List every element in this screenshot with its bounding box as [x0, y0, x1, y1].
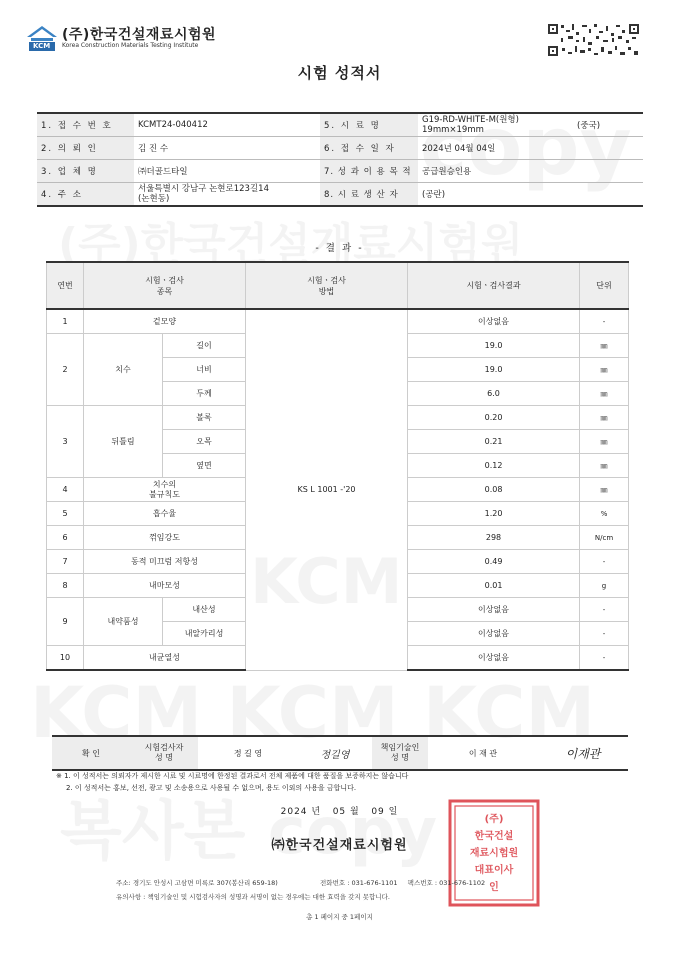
table-row — [47, 309, 629, 334]
producer-value: (공란) — [418, 183, 643, 207]
row-item — [84, 478, 246, 502]
row-result: 이상없음 — [408, 622, 580, 646]
row-item: 내약품성 — [84, 598, 163, 646]
header-item-line1: 시험ㆍ검사 — [145, 275, 184, 285]
row-subitem: 내산성 — [163, 598, 246, 622]
address-line1: 서울특별시 강남구 논현로123길14 — [138, 184, 269, 194]
row-item-line1: 치수의 — [152, 479, 177, 489]
company-value: ㈜더골드타일 — [134, 160, 320, 183]
date-year: 2024 — [280, 807, 308, 817]
row-item: 동적 미끄럼 저항성 — [84, 550, 246, 574]
org-name-en: Korea Construction Materials Testing Institute — [62, 42, 199, 49]
row-unit: - — [580, 598, 629, 622]
row-unit: ㎜ — [580, 382, 629, 406]
tester-name: 정 길 영 — [198, 736, 298, 770]
row-no: 8 — [47, 574, 84, 598]
note-1: ※ 1. 이 성적서는 의뢰자가 제시한 시료 및 시료명에 한정된 결과로서 전체 제품에 대한 품질을 보증하지는 않습니다 — [56, 772, 409, 780]
info-table — [37, 112, 643, 207]
seal-line: 대표이사 — [474, 865, 514, 876]
row-result: 19.0 — [408, 334, 580, 358]
row-unit: - — [580, 622, 629, 646]
row-subitem: 두께 — [163, 382, 246, 406]
footer-phone: 031-676-1101 — [351, 879, 398, 887]
footer-fax-label: 팩스번호 : — [407, 879, 438, 887]
notes — [56, 770, 408, 794]
seal-line: 한국건설 — [474, 831, 514, 842]
footer-caution: 유의사항 : 책임기술인 및 시험검사자의 성명과 서명이 없는 경우에는 대한 효력을 갖지 못합니다. — [116, 893, 390, 901]
tester-label-line2: 성 명 — [155, 753, 173, 762]
footer-address-label: 주소: — [116, 879, 131, 887]
info-row — [37, 183, 643, 207]
footer-phone-label: 전화번호 : — [320, 879, 350, 887]
row-result: 이상없음 — [408, 309, 580, 334]
row-item: 뒤틀림 — [84, 406, 163, 478]
row-unit: ㎜ — [580, 454, 629, 478]
date-day-unit: 일 — [388, 807, 399, 817]
row-subitem: 볼록 — [163, 406, 246, 430]
info-row — [37, 160, 643, 183]
header-no: 연번 — [47, 262, 84, 309]
row-item: 내균열성 — [84, 646, 246, 671]
row-result: 0.08 — [408, 478, 580, 502]
row-result: 0.21 — [408, 430, 580, 454]
receipt-no-value: KCMT24-040412 — [134, 113, 320, 137]
signature-row — [52, 736, 628, 770]
client-value: 김 진 수 — [134, 137, 320, 160]
row-no: 5 — [47, 502, 84, 526]
company-label: 3. 업 체 명 — [37, 160, 134, 183]
row-unit: ㎜ — [580, 334, 629, 358]
row-result: 6.0 — [408, 382, 580, 406]
date-month-unit: 월 — [350, 807, 360, 817]
address-value — [134, 183, 320, 207]
manager-label-line2: 성 명 — [391, 753, 409, 762]
row-no: 2 — [47, 334, 84, 406]
row-item: 내마모성 — [84, 574, 246, 598]
sample-name-line2: 19mm×19mm — [422, 125, 484, 135]
header-item — [84, 262, 246, 309]
tester-signature: 정길영 — [298, 736, 372, 770]
header-method-line1: 시험ㆍ검사 — [307, 275, 346, 285]
row-subitem: 너비 — [163, 358, 246, 382]
seal-line: 재료시험원 — [469, 848, 519, 859]
row-unit: N/cm — [580, 526, 629, 550]
tester-label-line1: 시험검사자 — [144, 743, 184, 752]
producer-label: 8. 시 료 생 산 자 — [320, 183, 418, 207]
row-item: 꺾임강도 — [84, 526, 246, 550]
row-unit: - — [580, 646, 629, 671]
note-2: 2. 이 성적서는 홍보, 선전, 광고 및 소송용으로 사용될 수 없으며, 용도 이외의 사용을 금합니다. — [66, 784, 357, 792]
row-item-line2: 불규칙도 — [149, 489, 180, 499]
row-no: 4 — [47, 478, 84, 502]
house-logo-icon — [26, 25, 58, 51]
logo-kcm-text: KCM — [33, 42, 51, 50]
footer-address-line — [116, 878, 485, 887]
manager-name: 이 재 관 — [428, 736, 538, 770]
header-method — [246, 262, 408, 309]
row-unit: ㎜ — [580, 478, 629, 502]
row-no: 7 — [47, 550, 84, 574]
row-no: 10 — [47, 646, 84, 671]
row-result: 이상없음 — [408, 598, 580, 622]
row-result: 0.49 — [408, 550, 580, 574]
header-item-line2: 종목 — [156, 286, 173, 296]
row-unit: g — [580, 574, 629, 598]
org-name-ko: (주)한국건설재료시험원 — [62, 27, 217, 43]
row-subitem: 오목 — [163, 430, 246, 454]
date-month: 05 — [332, 807, 347, 817]
info-row — [37, 113, 643, 137]
row-result: 1.20 — [408, 502, 580, 526]
tester-label — [130, 736, 198, 770]
manager-label-line1: 책임기술인 — [380, 743, 420, 752]
results-title: - 결 과 - — [315, 243, 364, 254]
row-unit: % — [580, 502, 629, 526]
purpose-label: 7. 성 과 이 용 목 적 — [320, 160, 418, 183]
receipt-date-value: 2024년 04월 04일 — [418, 137, 643, 160]
qr-code-icon — [546, 22, 641, 58]
document-title: 시험 성적서 — [297, 64, 382, 82]
test-method: KS L 1001 -'20 — [246, 309, 408, 670]
page-info: 총 1 페이지 중 1페이지 — [306, 913, 373, 921]
row-subitem: 옆면 — [163, 454, 246, 478]
info-row — [37, 137, 643, 160]
row-unit: ㎜ — [580, 358, 629, 382]
sample-name-line1: G19-RD-WHITE-M(원형) — [422, 115, 519, 125]
footer-fax: 031-676-1102 — [439, 879, 486, 887]
purpose-value: 공급원승인용 — [418, 160, 643, 183]
row-unit: - — [580, 550, 629, 574]
company-seal — [448, 799, 540, 907]
row-result: 0.20 — [408, 406, 580, 430]
sample-name-value — [418, 113, 573, 137]
row-result: 0.01 — [408, 574, 580, 598]
issuer-name: ㈜한국건설재료시험원 — [271, 838, 408, 853]
receipt-no-label: 1. 접 수 번 호 — [37, 113, 134, 137]
address-label: 4. 주 소 — [37, 183, 134, 207]
row-subitem: 길이 — [163, 334, 246, 358]
receipt-date-label: 6. 접 수 일 자 — [320, 137, 418, 160]
row-subitem: 내알카리성 — [163, 622, 246, 646]
seal-line: (주) — [484, 814, 504, 825]
results-table — [46, 261, 629, 671]
row-no: 3 — [47, 406, 84, 478]
row-no: 1 — [47, 309, 84, 334]
header-unit: 단위 — [580, 262, 629, 309]
sample-origin: (중국) — [573, 113, 643, 137]
date-year-unit: 년 — [311, 807, 322, 817]
row-result: 19.0 — [408, 358, 580, 382]
row-result: 0.12 — [408, 454, 580, 478]
issue-date — [0, 804, 679, 817]
date-day: 09 — [371, 807, 385, 817]
row-no: 6 — [47, 526, 84, 550]
row-unit: ㎜ — [580, 430, 629, 454]
signature-table — [52, 735, 628, 771]
row-no: 9 — [47, 598, 84, 646]
row-unit: - — [580, 309, 629, 334]
manager-label — [372, 736, 428, 770]
header-method-line2: 방법 — [318, 286, 335, 296]
row-unit: ㎜ — [580, 406, 629, 430]
results-header-row — [47, 262, 629, 309]
address-line2: (논현동) — [138, 194, 170, 204]
header-result: 시험ㆍ검사결과 — [408, 262, 580, 309]
row-result: 이상없음 — [408, 646, 580, 671]
client-label: 2. 의 뢰 인 — [37, 137, 134, 160]
row-item: 흡수율 — [84, 502, 246, 526]
row-item: 치수 — [84, 334, 163, 406]
row-result: 298 — [408, 526, 580, 550]
seal-line: 인 — [489, 882, 499, 893]
sample-name-label: 5. 시 료 명 — [320, 113, 418, 137]
manager-signature: 이재관 — [538, 736, 628, 770]
confirm-label: 확 인 — [52, 736, 130, 770]
footer-address: 경기도 안성시 고삼면 미록로 307(봉산리 659-18) — [132, 879, 278, 887]
row-item: 겉모양 — [84, 309, 246, 334]
